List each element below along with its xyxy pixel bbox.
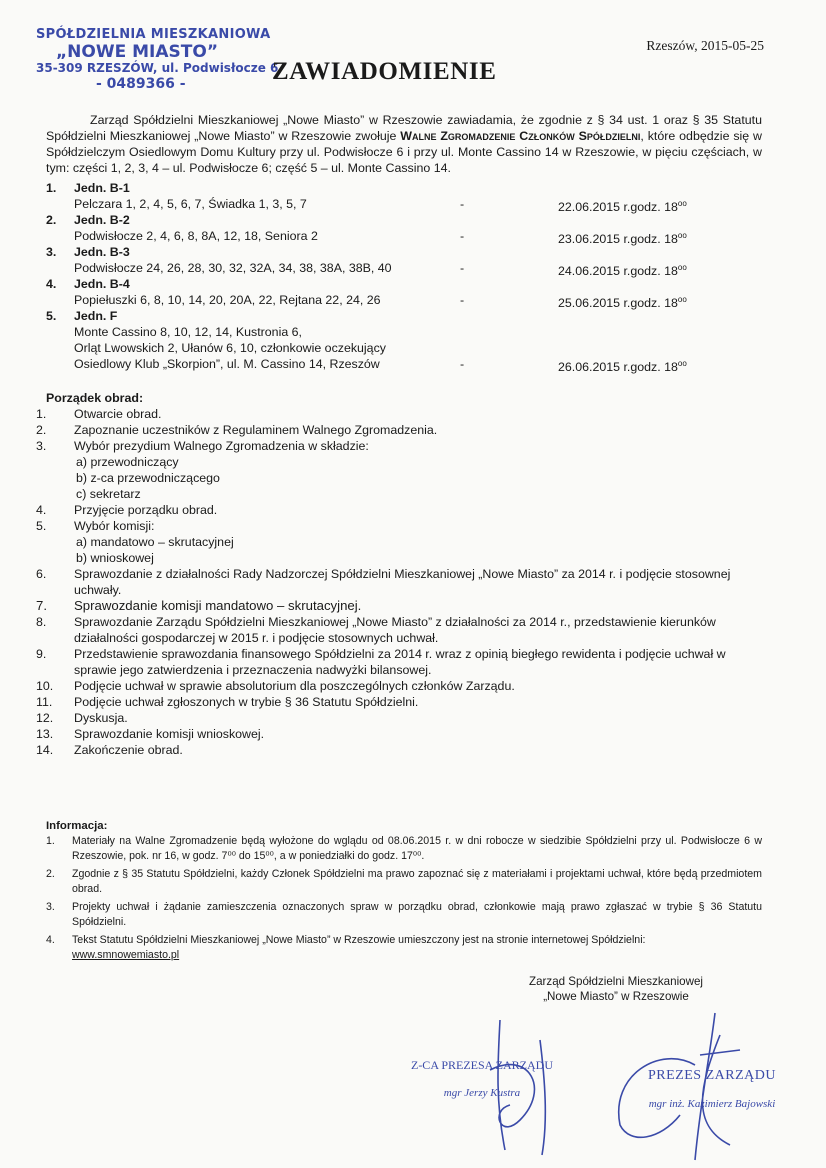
intro-text-before: Zarząd Spółdzielni Mieszkaniowej „Nowe Miasto” w Rzeszowie zawiadamia, że zgodnie z § 34 ust. 1 oraz § 35 Statutu Spółdzielni Mieszkaniowej „Nowe Miasto” w Rzeszowie zwołuje <box>46 113 762 143</box>
agenda-item-number: 9. <box>36 647 47 661</box>
agenda-item <box>36 422 760 438</box>
unit-name: Jedn. F <box>74 309 118 323</box>
unit-number: 1. <box>46 181 57 195</box>
unit-address: Osiedlowy Klub „Skorpion”, ul. M. Cassino 14, Rzeszów <box>74 357 380 371</box>
agenda-item-text: Otwarcie obrad. <box>74 407 162 421</box>
unit-dash: - <box>460 197 465 211</box>
unit-number: 3. <box>46 245 57 259</box>
agenda-item-number: 8. <box>36 615 47 629</box>
agenda-item-number: 12. <box>36 711 54 725</box>
info-item-text: Zgodnie z § 35 Statutu Spółdzielni, każdy Członek Spółdzielni ma prawo zapoznać się z materiałami i projektami uchwał, które będą przedmiotem obrad. <box>72 868 762 895</box>
unit-address-row <box>46 292 766 311</box>
unit-address: Pelczara 1, 2, 4, 5, 6, 7, Świadka 1, 3, 5, 7 <box>74 197 307 211</box>
agenda-item <box>36 502 760 518</box>
stamp-line-4: - 0489366 - <box>96 76 186 93</box>
unit-date-minutes: oo <box>677 359 687 368</box>
agenda-item-text: Zapoznanie uczestników z Regulaminem Walnego Zgromadzenia. <box>74 423 438 437</box>
unit-header <box>46 244 766 260</box>
info-item <box>46 867 762 896</box>
president-role: PREZES ZARZĄDU <box>648 1068 776 1083</box>
unit-date-minutes: oo <box>677 199 687 208</box>
agenda-item <box>36 598 760 614</box>
president-name: mgr inż. Kazimierz Bajowski <box>648 1098 776 1110</box>
agenda-item-number: 7. <box>36 598 47 613</box>
agenda-item-number: 10. <box>36 679 54 693</box>
agenda-item <box>36 438 760 454</box>
unit-header <box>46 276 766 292</box>
unit-address: Orląt Lwowskich 2, Ułanów 6, 10, członkowie oczekujący <box>74 341 386 355</box>
unit-number: 4. <box>46 277 57 291</box>
vice-president-stamp <box>402 1058 562 1099</box>
agenda-item <box>36 678 760 694</box>
unit-address: Monte Cassino 8, 10, 12, 14, Kustronia 6, <box>74 325 302 339</box>
unit-date-text: 26.06.2015 r.godz. 18 <box>558 360 678 375</box>
agenda-item-text: Podjęcie uchwał w sprawie absolutorium dla poszczególnych członków Zarządu. <box>74 679 515 693</box>
agenda-item <box>36 614 760 646</box>
agenda-item-text: Wybór komisji: <box>74 519 155 533</box>
agenda-item-text: Przyjęcie porządku obrad. <box>74 503 218 517</box>
stamp-line-1: SPÓŁDZIELNIA MIESZKANIOWA <box>36 27 271 42</box>
agenda-item-number: 5. <box>36 519 47 533</box>
agenda-item-number: 3. <box>36 439 47 453</box>
info-item-text: Materiały na Walne Zgromadzenie będą wyłożone do wglądu od 08.06.2015 r. w dni robocze w siedzibie Spółdzielni przy ul. Podwisłocze 6 w Rzeszowie, pok. nr 16, w godz. 7⁰⁰ do 15⁰⁰, a w poniedziałki do godz. 17⁰⁰. <box>72 835 762 862</box>
agenda-item <box>36 694 760 710</box>
agenda-item-number: 6. <box>36 567 47 581</box>
unit-dash: - <box>460 261 465 275</box>
unit-number: 5. <box>46 309 57 323</box>
agenda-item <box>36 742 760 758</box>
unit-dash: - <box>460 293 465 307</box>
stamp-line-3: 35-309 RZESZÓW, ul. Podwisłocze 6 <box>36 61 279 76</box>
unit-header <box>46 308 766 324</box>
agenda-subitem: b) z-ca przewodniczącego <box>76 471 220 485</box>
unit-header <box>46 180 766 196</box>
agenda-item-text: Sprawozdanie komisji mandatowo – skrutacyjnej. <box>74 598 362 613</box>
board-signature-block <box>476 974 756 1004</box>
website-link[interactable]: www.smnowemiasto.pl <box>72 948 180 961</box>
unit-address: Podwisłocze 24, 26, 28, 30, 32, 32A, 34, 38, 38A, 38B, 40 <box>74 261 392 275</box>
agenda-item-number: 4. <box>36 503 47 517</box>
meeting-units-list <box>46 180 766 375</box>
agenda-item-text: Sprawozdanie komisji wnioskowej. <box>74 727 265 741</box>
info-item <box>46 933 762 962</box>
unit-number: 2. <box>46 213 57 227</box>
agenda-item <box>36 518 760 534</box>
vice-president-role: Z-CA PREZESA ZARZĄDU <box>410 1058 553 1072</box>
info-item-text: Projekty uchwał i żądanie zamieszczenia oznaczonych spraw w porządku obrad, członkowie mają prawo zgłaszać w trybie § 36 Statutu Spółdzielni. <box>72 901 762 928</box>
unit-address-row <box>46 260 766 279</box>
unit-address: Podwisłocze 2, 4, 6, 8, 8A, 12, 18, Seniora 2 <box>74 229 318 243</box>
unit-name: Jedn. B-2 <box>74 213 130 227</box>
board-line-1: Zarząd Spółdzielni Mieszkaniowej <box>529 975 703 988</box>
unit-meeting-date <box>558 356 687 375</box>
president-stamp <box>612 1068 812 1110</box>
agenda-subitem: b) wnioskowej <box>76 551 154 565</box>
intro-bold-text: Walne Zgromadzenie Członków Spółdzielni <box>400 129 641 143</box>
vice-president-name: mgr Jerzy Kustra <box>443 1087 521 1099</box>
agenda-item-number: 2. <box>36 423 47 437</box>
unit-date-minutes: oo <box>677 231 687 240</box>
agenda-item <box>36 646 760 678</box>
agenda-item <box>36 726 760 742</box>
info-item-text: Tekst Statutu Spółdzielni Mieszkaniowej „Nowe Miasto” w Rzeszowie umieszczony jest na stronie internetowej Spółdzielni: <box>72 934 646 946</box>
unit-address-row <box>46 196 766 215</box>
agenda-item-text: Przedstawienie sprawozdania finansowego Spółdzielni za 2014 r. wraz z opinią biegłego rewidenta i podjęcie uchwał w sprawie jego zatwierdzenia i przeznaczenia nadwyżki bilansowej. <box>74 647 726 677</box>
cooperative-stamp <box>36 28 278 92</box>
unit-date-minutes: oo <box>677 263 687 272</box>
unit-address-row <box>46 340 766 356</box>
unit-date-text: 22.06.2015 r.godz. 18 <box>558 200 678 215</box>
info-list <box>46 834 762 966</box>
unit-name: Jedn. B-3 <box>74 245 130 259</box>
agenda-item-text: Zakończenie obrad. <box>74 743 183 757</box>
unit-name: Jedn. B-4 <box>74 277 130 291</box>
document-date: Rzeszów, 2015-05-25 <box>646 38 764 53</box>
agenda-item-text: Dyskusja. <box>74 711 128 725</box>
agenda-title: Porządek obrad: <box>46 391 144 405</box>
info-item-number: 3. <box>46 901 55 913</box>
unit-date-text: 23.06.2015 r.godz. 18 <box>558 232 678 247</box>
unit-date-text: 25.06.2015 r.godz. 18 <box>558 296 678 311</box>
agenda-item <box>36 566 760 598</box>
agenda-item-number: 1. <box>36 407 47 421</box>
agenda-item-text: Sprawozdanie z działalności Rady Nadzorczej Spółdzielni Mieszkaniowej „Nowe Miasto” za 2014 r. i podjęcie stosownej uchwały. <box>74 567 731 597</box>
unit-address-row <box>46 228 766 247</box>
info-item <box>46 900 762 929</box>
agenda-item-text: Wybór prezydium Walnego Zgromadzenia w składzie: <box>74 439 369 453</box>
agenda-item-text: Sprawozdanie Zarządu Spółdzielni Mieszkaniowej „Nowe Miasto” z działalności za 2014 r., przedstawienie kierunków działalności gospodarczej w 2015 r. i podjęcie stosownych uchwał. <box>74 615 716 645</box>
unit-address-row <box>46 356 766 375</box>
info-item-number: 4. <box>46 934 55 946</box>
unit-date-minutes: oo <box>677 295 687 304</box>
info-title: Informacja: <box>46 820 108 832</box>
agenda-item-text: Podjęcie uchwał zgłoszonych w trybie § 36 Statutu Spółdzielni. <box>74 695 419 709</box>
info-item-number: 1. <box>46 835 55 847</box>
agenda-subitem: a) przewodniczący <box>76 455 179 469</box>
unit-address-row <box>46 324 766 340</box>
agenda-subitem: c) sekretarz <box>76 487 141 501</box>
document-title: ZAWIADOMIENIE <box>272 58 497 85</box>
unit-address: Popiełuszki 6, 8, 10, 14, 20, 20A, 22, Rejtana 22, 24, 26 <box>74 293 381 307</box>
unit-dash: - <box>460 357 465 371</box>
unit-dash: - <box>460 229 465 243</box>
info-item <box>46 834 762 863</box>
agenda-list <box>36 406 760 758</box>
intro-paragraph <box>46 112 762 176</box>
intro-text-after: , które odbędzie się w Spółdzielczym Osiedlowym Domu Kultury przy ul. Podwisłocze 6 i przy ul. Monte Cassino 14 w Rzeszowie, w pięciu częściach, w tym: części 1, 2, 3, 4 – ul. Podwisłocze 6; część 5 – ul. Monte Cassino 14. <box>46 129 763 175</box>
unit-header <box>46 212 766 228</box>
agenda-item-number: 13. <box>36 727 54 741</box>
agenda-item-number: 14. <box>36 743 54 757</box>
agenda-item-number: 11. <box>36 695 53 709</box>
board-line-2: „Nowe Miasto” w Rzeszowie <box>543 990 689 1003</box>
agenda-item <box>36 406 760 422</box>
unit-date-text: 24.06.2015 r.godz. 18 <box>558 264 678 279</box>
info-item-number: 2. <box>46 868 55 880</box>
stamp-line-2: „NOWE MIASTO” <box>56 41 218 62</box>
unit-name: Jedn. B-1 <box>74 181 130 195</box>
agenda-subitem: a) mandatowo – skrutacyjnej <box>76 535 234 549</box>
agenda-item <box>36 710 760 726</box>
